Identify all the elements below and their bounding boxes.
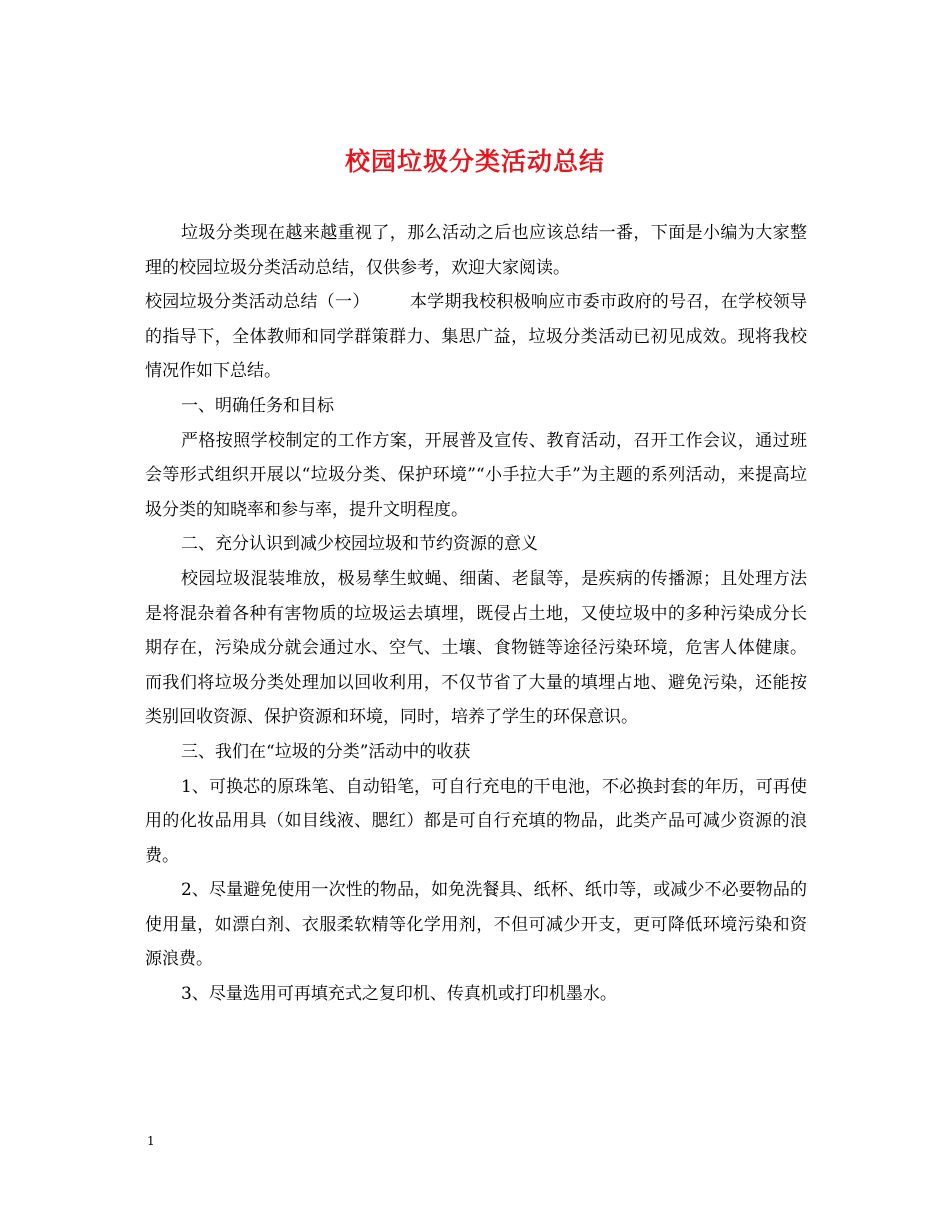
page-number: 1 <box>147 1134 155 1148</box>
section-one-paragraph <box>145 285 807 389</box>
document-title: 校园垃圾分类活动总结 <box>344 147 605 176</box>
harvest-item-1: 1、可换芯的原珠笔、自动铅笔，可自行充电的干电池，不必换封套的年历，可再使用的化妆品用具（如目线液、腮红）都是可自行充填的物品，此类产品可减少资源的浪费。 <box>145 776 807 866</box>
meaning-heading: 二、充分认识到减少校园垃圾和节约资源的意义 <box>181 534 538 555</box>
section-one-text: 本学期我校积极响应市委市政府的号召，在学校领导的指导下，全体教师和同学群策群力、集思广益，垃圾分类活动已初见成效。现将我校情况作如下总结。 <box>145 292 808 382</box>
document-body <box>145 216 807 1012</box>
intro-paragraph: 垃圾分类现在越来越重视了，那么活动之后也应该总结一番，下面是小编为大家整理的校园垃圾分类活动总结，仅供参考，欢迎大家阅读。 <box>145 223 807 278</box>
task-paragraph: 严格按照学校制定的工作方案，开展普及宣传、教育活动，召开工作会议，通过班会等形式组织开展以“垃圾分类、保护环境”“小手拉大手”为主题的系列活动，来提高垃圾分类的知晓率和参与率，提升文明程度。 <box>145 430 807 520</box>
section-heading: 校园垃圾分类活动总结（一） <box>145 292 370 313</box>
task-heading: 一、明确任务和目标 <box>181 395 334 416</box>
harvest-item-3: 3、尽量选用可再填充式之复印机、传真机或打印机墨水。 <box>181 984 617 1005</box>
meaning-paragraph: 校园垃圾混装堆放，极易孳生蚊蝇、细菌、老鼠等，是疾病的传播源；且处理方法是将混杂着各种有害物质的垃圾运去填埋，既侵占土地，又使垃圾中的多种污染成分长期存在，污染成分就会通过水、空气、土壤、食物链等途径污染环境，危害人体健康。而我们将垃圾分类处理加以回收利用，不仅节省了大量的填埋占地、避免污染，还能按类别回收资源、保护资源和环境，同时，培养了学生的环保意识。 <box>145 568 807 728</box>
harvest-item-2: 2、尽量避免使用一次性的物品，如免洗餐具、纸杯、纸巾等，或减少不必要物品的使用量，如漂白剂、衣服柔软精等化学用剂，不但可减少开支，更可降低环境污染和资源浪费。 <box>145 880 807 970</box>
harvest-heading: 三、我们在“垃圾的分类”活动中的收获 <box>181 741 471 762</box>
